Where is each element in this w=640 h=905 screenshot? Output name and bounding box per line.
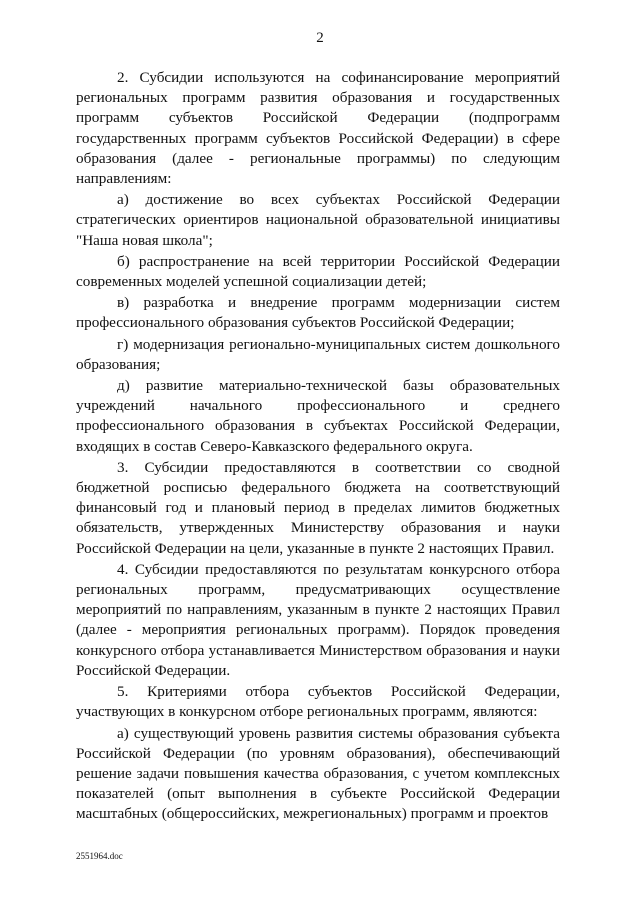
paragraph-item-5: 5. Критериями отбора субъектов Российской Федерации, участвующих в конкурсном отборе региональных программ, являются: xyxy=(76,683,560,721)
paragraph-subitem-b: б) распространение на всей территории Российской Федерации современных моделей успешной социализации детей; xyxy=(76,252,560,291)
paragraph-subitem-g: г) модернизация регионально-муниципальных систем дошкольного образования; xyxy=(76,335,560,373)
paragraph-subitem-d: д) развитие материально-технической базы образовательных учреждений начального профессионального и среднего профессионального образования в субъектах Российской Федерации, входящих в состав Северо-Кавказского федерального округа. xyxy=(76,377,560,455)
paragraph-item-3: 3. Субсидии предоставляются в соответствии со сводной бюджетной росписью федерального бюджета на соответствующий финансовый год и плановый период в пределах лимитов бюджетных обязательств, утвержденных Министерству образования и науки Российской Федерации на цели, указанные в пункте 2 настоящих Правил. xyxy=(76,458,560,557)
paragraph-item-5-subitem-a: а) существующий уровень развития системы образования субъекта Российской Федерации (по уровням образования), обеспечивающий решение задачи повышения качества образования, с учетом комплексных показателей (опыт выполнения в субъекте Российской Федерации масштабных (общероссийских, межрегиональных) программ и проектов xyxy=(76,724,560,823)
document-body xyxy=(76,68,560,825)
paragraph-item-2: 2. Субсидии используются на софинансирование мероприятий региональных программ развития образования и государственных программ субъектов Российской Федерации (подпрограмм государственных программ субъектов Российской Федерации) в сфере образования (далее - региональные программы) по следующим направлениям: xyxy=(76,69,560,188)
paragraph-item-4: 4. Субсидии предоставляются по результатам конкурсного отбора региональных программ, предусматривающих осуществление мероприятий по направлениям, указанным в пункте 2 настоящих Правил (далее - мероприятия региональных программ). Порядок проведения конкурсного отбора устанавливается Министерством образования и науки Российской Федерации. xyxy=(76,560,560,679)
paragraph-subitem-a: а) достижение во всех субъектах Российской Федерации стратегических ориентиров национальной образовательной инициативы "Наша новая школа"; xyxy=(76,191,560,249)
footer-filename: 2551964.doc xyxy=(76,851,123,861)
paragraph-subitem-v: в) разработка и внедрение программ модернизации систем профессионального образования субъектов Российской Федерации; xyxy=(76,294,560,332)
page-number: 2 xyxy=(316,30,324,46)
